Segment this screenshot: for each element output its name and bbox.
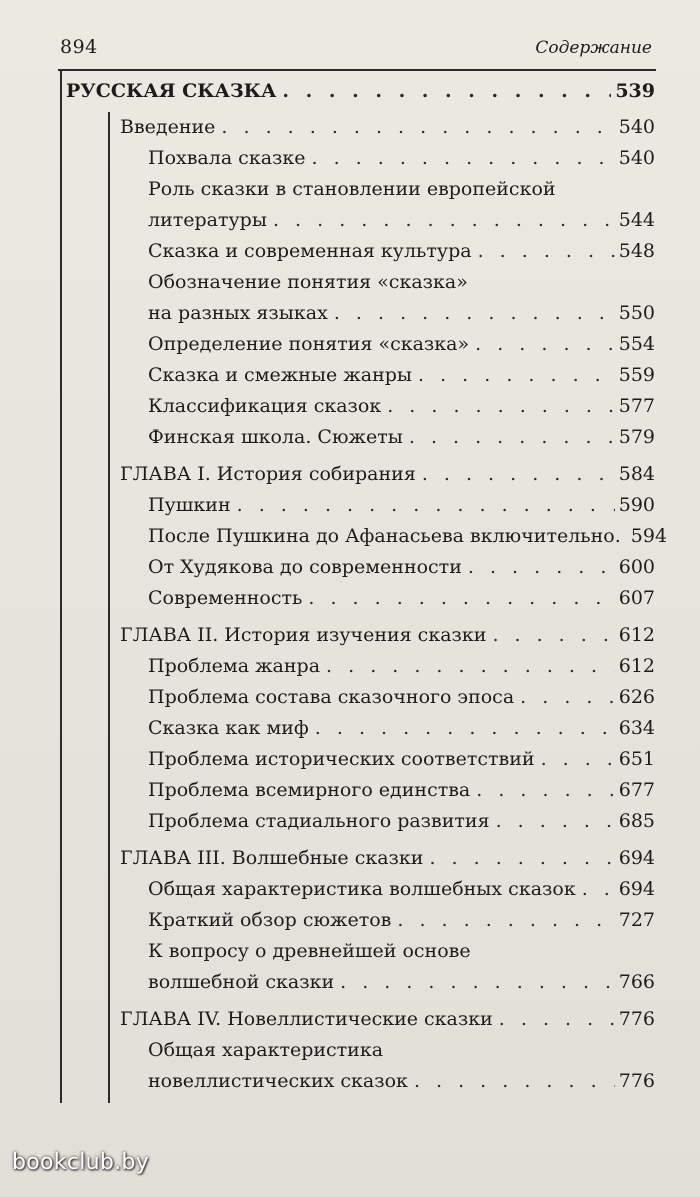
toc-group-intro xyxy=(108,112,655,459)
toc-group-chapter-1 xyxy=(108,459,668,620)
toc-label: От Худякова до современности xyxy=(148,556,462,578)
leader-dots xyxy=(429,843,614,874)
toc-label-line: литературы xyxy=(148,209,267,231)
running-head: Содержание xyxy=(535,38,652,58)
leader-dots xyxy=(476,775,614,806)
leader-dots xyxy=(478,236,615,267)
toc-page: 548 xyxy=(618,240,655,262)
toc-page: 554 xyxy=(618,333,655,355)
leader-dots xyxy=(418,360,615,391)
toc-entry xyxy=(110,874,655,905)
leader-dots xyxy=(492,620,614,651)
toc-chapter-entry xyxy=(110,1004,655,1035)
toc-entry xyxy=(110,583,655,614)
toc-label-line: Общая характеристика xyxy=(148,1039,384,1061)
toc-entry xyxy=(110,1035,655,1097)
toc-page: 776 xyxy=(618,1008,655,1030)
toc-group-chapter-3 xyxy=(108,843,655,1004)
toc-page: 579 xyxy=(618,426,655,448)
toc-entry xyxy=(110,174,655,236)
toc-chapter-entry xyxy=(110,459,655,490)
toc-page: 550 xyxy=(618,302,655,324)
toc-label: Проблема стадиального развития xyxy=(148,810,490,832)
toc-entry xyxy=(110,422,655,453)
toc-label-line: волшебной сказки xyxy=(148,971,335,993)
leader-dots xyxy=(340,967,615,998)
toc-page: 584 xyxy=(618,463,655,485)
toc-label-line: Роль сказки в становлении европейской xyxy=(148,178,556,200)
toc-label: Сказка как миф xyxy=(148,717,309,739)
toc-entry xyxy=(110,267,655,329)
toc-page: 544 xyxy=(618,209,655,231)
leader-dots xyxy=(221,112,614,143)
toc-entry-intro xyxy=(110,112,655,143)
toc-page: 626 xyxy=(618,686,655,708)
leader-dots xyxy=(397,905,614,936)
toc-page: 776 xyxy=(618,1070,655,1092)
leader-dots xyxy=(582,874,615,905)
toc-entry xyxy=(110,329,655,360)
leader-dots xyxy=(541,744,615,775)
toc-entry xyxy=(110,744,655,775)
toc-page: 590 xyxy=(618,494,655,516)
toc-page: 612 xyxy=(618,655,655,677)
toc-label: Проблема состава сказочного эпоса xyxy=(148,686,515,708)
toc-label: Проблема жанра xyxy=(148,655,321,677)
toc-page: 577 xyxy=(618,395,655,417)
toc-page: 727 xyxy=(618,909,655,931)
toc-label: Определение понятия «сказка» xyxy=(148,333,470,355)
leader-dots xyxy=(520,682,615,713)
toc-label: Финская школа. Сюжеты xyxy=(148,426,403,448)
toc-entry xyxy=(110,490,655,521)
toc-page: 594 xyxy=(630,525,668,547)
toc-label: Современность xyxy=(148,587,303,609)
leader-dots xyxy=(237,490,615,521)
leader-dots xyxy=(499,1004,615,1035)
leader-dots xyxy=(409,422,615,453)
toc-entry xyxy=(110,682,655,713)
toc-page: 694 xyxy=(618,847,655,869)
toc-label: ГЛАВА IV. Новеллистические сказки xyxy=(120,1008,493,1030)
page-number: 894 xyxy=(60,36,98,58)
toc-label: Пушкин xyxy=(148,494,231,516)
watermark-logo: bookclub.by xyxy=(12,1150,150,1175)
toc-label: Проблема всемирного единства xyxy=(148,779,471,801)
toc-page: 685 xyxy=(618,810,655,832)
leader-dots xyxy=(308,583,614,614)
leader-dots xyxy=(387,391,615,422)
leader-dots xyxy=(273,205,615,236)
toc-entry xyxy=(110,651,655,682)
toc-label: ГЛАВА III. Волшебные сказки xyxy=(120,847,424,869)
leader-dots xyxy=(334,298,615,329)
toc-entry xyxy=(110,391,655,422)
toc-label: ГЛАВА I. История собирания xyxy=(120,463,416,485)
toc-label-line: К вопросу о древнейшей основе xyxy=(148,940,471,962)
toc-label: РУССКАЯ СКАЗКА xyxy=(66,80,277,102)
toc-label: Общая характеристика волшебных сказок xyxy=(148,878,576,900)
toc-page: 634 xyxy=(618,717,655,739)
toc-group-chapter-2 xyxy=(108,620,655,843)
toc-entry xyxy=(110,806,655,837)
toc-page: 607 xyxy=(618,587,655,609)
toc-page: 539 xyxy=(615,80,655,102)
toc-page: 694 xyxy=(618,878,655,900)
toc-label: Похвала сказке xyxy=(148,147,306,169)
table-of-contents xyxy=(60,70,668,1103)
toc-label-line: новеллистических сказок xyxy=(148,1070,408,1092)
toc-entry xyxy=(110,360,655,391)
toc-part-entry xyxy=(62,70,655,112)
toc-page: 612 xyxy=(618,624,655,646)
toc-page: 766 xyxy=(618,971,655,993)
toc-label: Введение xyxy=(120,116,216,138)
toc-entry xyxy=(110,143,655,174)
toc-chapter-entry xyxy=(110,843,655,874)
toc-page: 540 xyxy=(618,147,655,169)
toc-group-chapter-4 xyxy=(108,1004,655,1103)
toc-page: 651 xyxy=(618,748,655,770)
toc-entry xyxy=(110,236,655,267)
page-header xyxy=(60,36,654,66)
toc-chapter-entry xyxy=(110,620,655,651)
toc-entry xyxy=(110,905,655,936)
toc-label-line: Обозначение понятия «сказка» xyxy=(148,271,468,293)
leader-dots xyxy=(315,713,615,744)
leader-dots xyxy=(475,329,615,360)
toc-entry xyxy=(110,521,668,552)
toc-entry xyxy=(110,713,655,744)
toc-label: Сказка и современная культура xyxy=(148,240,472,262)
toc-page: 600 xyxy=(618,556,655,578)
toc-label-line: на разных языках xyxy=(148,302,328,324)
toc-page: 540 xyxy=(618,116,655,138)
toc-entry xyxy=(110,552,655,583)
leader-dots xyxy=(326,651,615,682)
leader-dots xyxy=(282,70,611,112)
toc-label: Классификация сказок xyxy=(148,395,382,417)
toc-label: Сказка и смежные жанры xyxy=(148,364,413,386)
leader-dots xyxy=(414,1066,615,1097)
leader-dots xyxy=(496,806,615,837)
toc-page: 677 xyxy=(618,779,655,801)
toc-entry xyxy=(110,936,655,998)
toc-label: После Пушкина до Афанасьева включительно. xyxy=(148,525,621,547)
toc-page: 559 xyxy=(618,364,655,386)
leader-dots xyxy=(422,459,615,490)
toc-entry xyxy=(110,775,655,806)
toc-label: ГЛАВА II. История изучения сказки xyxy=(120,624,487,646)
toc-label: Краткий обзор сюжетов xyxy=(148,909,392,931)
toc-label: Проблема исторических соответствий xyxy=(148,748,535,770)
leader-dots xyxy=(468,552,615,583)
leader-dots xyxy=(312,143,615,174)
